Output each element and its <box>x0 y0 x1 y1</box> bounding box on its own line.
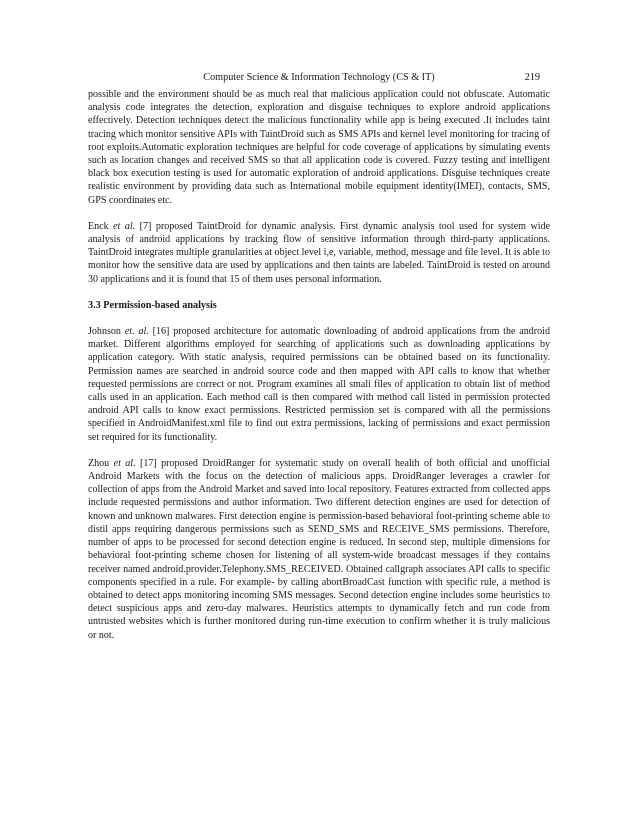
et-al: et al. <box>113 457 136 469</box>
et-al: et. al. <box>124 326 149 338</box>
paragraph-droidranger <box>88 457 550 642</box>
author-name: Johnson <box>88 326 125 338</box>
paragraph-gap <box>88 312 550 325</box>
paragraph-text: [17] proposed DroidRanger for systematic study on overall health of both official and unofficial Android Markets with the focus on the detection of malicious apps. DroidRanger leverages a crawler for collection of apps from the Android Market and saved into local repository. Features extracted from collected apps include requested permissions and author information. Two different detection engines are used for detection of known and unknown malwares. First detection engine is permission-based behavioral foot-printing scheme able to distil apps requiring dangerous permissions such as SEND_SMS and RECEIVE_SMS permissions. Therefore, number of apps to be processed for second detection engine is reduced. In second step, multiple dimensions for behavioral foot-printing scheme chosen for listening of all system-wide broadcast messages if they contains receiver named android.provider.Telephony.SMS_RECEIVED. Obtained callgraph associates API calls to specific components specified in a rule. For example- by calling abortBroadCast function with specific rule, a method is obtained to detect apps monitoring incoming SMS messages. Second detection engine includes some heuristics to detect suspicious apps and zero-day malwares. Heuristics attempts to dynamically fetch and run code from untrusted websites which is further monitored during run-time execution to confirm whether it is truly malicious or not. <box>88 457 550 641</box>
paragraph-text: [16] proposed architecture for automatic downloading of android applications from the android market. Different algorithms employed for searching of applications such as downloading applications by application category. With static analysis, required permissions can be obtained based on its functionality. Permission names are searched in android source code and then mapped with API calls to know that whether requested permissions are correct or not. Program examines all smali files of application to obtain list of method calls used in an application. Each method call is then compared with method call listed in permission protected android API calls to know exact permissions. Restricted permission set is compared with all the permissions specified in AndroidManifest.xml file to find out extra permissions, lacking of permissions and exact permission set required for its functionality. <box>88 326 550 443</box>
journal-title: Computer Science & Information Technology (CS & IT) <box>203 72 435 83</box>
paragraph-gap <box>88 207 550 220</box>
paragraph-text: [7] proposed TaintDroid for dynamic analysis. First dynamic analysis tool used for system wide analysis of android applications by tracking flow of sensitive information through third-party applications. TaintDroid integrates multiple granularities at object level i,e, variable, method, message and file level. It is able to monitor how the sensitive data are used by applications and then taints are labeled. TaintDroid is tested on around 30 applications and it is found that 15 of them uses personal information. <box>88 220 550 285</box>
paragraph-taintdroid <box>88 220 550 286</box>
paragraph-gap <box>88 444 550 457</box>
section-heading: 3.3 Permission-based analysis <box>88 299 217 311</box>
running-header <box>88 70 550 86</box>
author-name: Zhou <box>88 457 114 469</box>
page-number: 219 <box>524 72 540 83</box>
paragraph-johnson <box>88 325 550 444</box>
body-text <box>88 88 550 642</box>
paragraph-gap <box>88 286 550 299</box>
author-name: Enck <box>88 220 114 232</box>
et-al: et al. <box>113 220 136 232</box>
paragraph-automatic-analysis: possible and the environment should be as much real that malicious application could not obfuscate. Automatic analysis code integrates the detection, exploration and disguise techniques to explore android applications effectively. Detection techniques detect the malicious functionality while app is being executed .It includes taint tracing which monitor sensitive APIs with TaintDroid such as SMS APIs and kernel level monitoring for tracing of root exploits.Automatic exploration techniques are helpful for code coverage of applications by simulating events such as location changes and received SMS so that all application code is covered. Fuzzy testing and intelligent black box execution testing is used for automatic exploration of android applications. Disguise techniques create realistic environment by providing data such as International mobile equipment identity(IMEI), contacts, SMS, GPS coordinates etc. <box>88 89 550 206</box>
